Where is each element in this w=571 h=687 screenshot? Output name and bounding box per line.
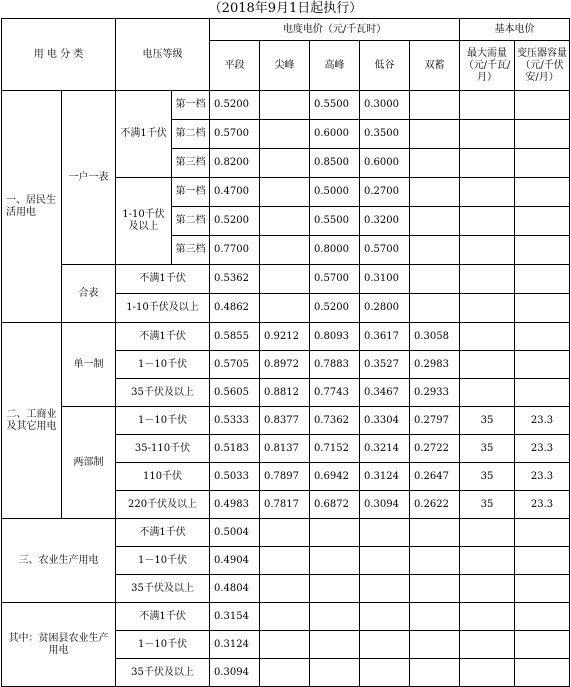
flat-cell: 0.5705: [210, 351, 260, 379]
demand-cell: 35: [460, 407, 515, 435]
peak-cell: 0.7743: [310, 379, 360, 407]
flat-cell: 0.4983: [210, 491, 260, 519]
sharp-cell: [260, 575, 310, 603]
tier-label: 第二档: [172, 207, 210, 236]
valley-cell: 0.3617: [360, 323, 410, 351]
dual-cell: 0.2622: [410, 491, 460, 519]
valley-cell: 0.3304: [360, 407, 410, 435]
peak-cell: [310, 519, 360, 547]
header-max-demand: 最大需量（元/千瓦/月）: [460, 41, 515, 91]
flat-cell: 0.5333: [210, 407, 260, 435]
tariff-table: [1, 18, 570, 687]
subcategory-two-part: 两部制: [62, 407, 116, 519]
voltage-cell: 不满1千伏: [116, 323, 210, 351]
flat-cell: 0.5183: [210, 435, 260, 463]
header-energy-price: 电度电价（元/千瓦时）: [210, 19, 460, 41]
peak-cell: 0.5000: [310, 178, 360, 207]
peak-cell: [310, 547, 360, 575]
demand-cell: [460, 631, 515, 659]
header-peak: 高峰: [310, 41, 360, 91]
dual-cell: [410, 149, 460, 178]
cap-cell: [515, 603, 570, 631]
header-dual: 双蓄: [410, 41, 460, 91]
sharp-cell: [260, 519, 310, 547]
valley-cell: 0.3124: [360, 463, 410, 491]
demand-cell: 35: [460, 435, 515, 463]
cap-cell: [515, 351, 570, 379]
flat-cell: 0.3094: [210, 659, 260, 687]
voltage-cell: 35千伏及以上: [116, 659, 210, 687]
peak-cell: 0.8500: [310, 149, 360, 178]
voltage-cell: 1－10千伏: [116, 351, 210, 379]
voltage-cell: 不满1千伏: [116, 603, 210, 631]
demand-cell: [460, 207, 515, 236]
demand-cell: [460, 294, 515, 323]
dual-cell: 0.2983: [410, 351, 460, 379]
voltage-cell: 1－10千伏: [116, 631, 210, 659]
demand-cell: [460, 575, 515, 603]
dual-cell: [410, 631, 460, 659]
voltage-cell: 35千伏及以上: [116, 379, 210, 407]
demand-cell: [460, 379, 515, 407]
header-base-price: 基本电价: [460, 19, 570, 41]
dual-cell: [410, 547, 460, 575]
peak-cell: 0.8000: [310, 236, 360, 265]
category-poor-county: 其中：贫困县农业生产用电: [2, 603, 116, 687]
demand-cell: [460, 120, 515, 149]
peak-cell: 0.6000: [310, 120, 360, 149]
table-row: [2, 265, 570, 294]
cap-cell: 23.3: [515, 435, 570, 463]
dual-cell: 0.2797: [410, 407, 460, 435]
valley-cell: 0.3214: [360, 435, 410, 463]
header-sharp: 尖峰: [260, 41, 310, 91]
valley-cell: 0.3467: [360, 379, 410, 407]
demand-cell: [460, 659, 515, 687]
valley-cell: [360, 603, 410, 631]
table-row: [2, 603, 570, 631]
demand-cell: [460, 178, 515, 207]
flat-cell: 0.3124: [210, 631, 260, 659]
subcategory-single-meter: 一户一表: [62, 91, 116, 265]
sharp-cell: [260, 631, 310, 659]
cap-cell: [515, 323, 570, 351]
flat-cell: 0.5362: [210, 265, 260, 294]
tier-label: 第三档: [172, 236, 210, 265]
flat-cell: 0.5004: [210, 519, 260, 547]
flat-cell: 0.4862: [210, 294, 260, 323]
sharp-cell: [260, 265, 310, 294]
cap-cell: [515, 519, 570, 547]
voltage-cell: 不满1千伏: [116, 265, 210, 294]
demand-cell: [460, 323, 515, 351]
sharp-cell: 0.8972: [260, 351, 310, 379]
category-commercial: 二、工商业及其它用电: [2, 323, 62, 519]
flat-cell: 0.5605: [210, 379, 260, 407]
peak-cell: 0.5700: [310, 265, 360, 294]
valley-cell: 0.6000: [360, 149, 410, 178]
dual-cell: [410, 178, 460, 207]
cap-cell: [515, 294, 570, 323]
voltage-cell: 1－10千伏: [116, 407, 210, 435]
header-voltage: 电压等级: [116, 19, 210, 91]
header-transformer: 变压器容量（元/千伏安/月）: [515, 41, 570, 91]
voltage-cell: 110千伏: [116, 463, 210, 491]
valley-cell: [360, 547, 410, 575]
demand-cell: 35: [460, 463, 515, 491]
flat-cell: 0.3154: [210, 603, 260, 631]
sharp-cell: 0.8377: [260, 407, 310, 435]
dual-cell: 0.2647: [410, 463, 460, 491]
dual-cell: [410, 120, 460, 149]
cap-cell: 23.3: [515, 407, 570, 435]
table-row: [2, 91, 570, 120]
sharp-cell: [260, 603, 310, 631]
dual-cell: 0.2722: [410, 435, 460, 463]
dual-cell: [410, 575, 460, 603]
cap-cell: [515, 178, 570, 207]
demand-cell: [460, 91, 515, 120]
valley-cell: 0.2800: [360, 294, 410, 323]
cap-cell: [515, 575, 570, 603]
sharp-cell: [260, 547, 310, 575]
flat-cell: 0.7700: [210, 236, 260, 265]
peak-cell: 0.5200: [310, 294, 360, 323]
subcategory-single-rate: 单一制: [62, 323, 116, 407]
cap-cell: [515, 379, 570, 407]
category-agriculture: 三、农业生产用电: [2, 519, 116, 603]
cap-cell: [515, 207, 570, 236]
valley-cell: 0.3100: [360, 265, 410, 294]
dual-cell: [410, 519, 460, 547]
peak-cell: 0.5500: [310, 207, 360, 236]
tier-label: 第一档: [172, 91, 210, 120]
valley-cell: 0.3200: [360, 207, 410, 236]
demand-cell: [460, 547, 515, 575]
valley-cell: 0.3000: [360, 91, 410, 120]
dual-cell: [410, 659, 460, 687]
valley-cell: [360, 659, 410, 687]
dual-cell: [410, 91, 460, 120]
sharp-cell: [260, 91, 310, 120]
sharp-cell: 0.7897: [260, 463, 310, 491]
dual-cell: [410, 207, 460, 236]
tier-label: 第一档: [172, 178, 210, 207]
flat-cell: 0.5700: [210, 120, 260, 149]
peak-cell: [310, 659, 360, 687]
sharp-cell: [260, 294, 310, 323]
header-valley: 低谷: [360, 41, 410, 91]
cap-cell: 23.3: [515, 491, 570, 519]
cap-cell: [515, 236, 570, 265]
peak-cell: 0.7362: [310, 407, 360, 435]
demand-cell: [460, 265, 515, 294]
demand-cell: [460, 603, 515, 631]
demand-cell: [460, 351, 515, 379]
dual-cell: [410, 603, 460, 631]
voltage-cell: 220千伏及以上: [116, 491, 210, 519]
cap-cell: 23.3: [515, 463, 570, 491]
peak-cell: 0.7152: [310, 435, 360, 463]
peak-cell: [310, 631, 360, 659]
subcategory-merged-meter: 合表: [62, 265, 116, 323]
valley-cell: [360, 631, 410, 659]
demand-cell: 35: [460, 491, 515, 519]
demand-cell: [460, 149, 515, 178]
sharp-cell: [260, 236, 310, 265]
voltage-cell: 1-10千伏及以上: [116, 294, 210, 323]
voltage-lt1kv: 不满1千伏: [116, 91, 172, 178]
table-row: [2, 519, 570, 547]
valley-cell: [360, 519, 410, 547]
cap-cell: [515, 265, 570, 294]
valley-cell: [360, 575, 410, 603]
sharp-cell: 0.8812: [260, 379, 310, 407]
voltage-cell: 35-110千伏: [116, 435, 210, 463]
cap-cell: [515, 91, 570, 120]
cap-cell: [515, 547, 570, 575]
flat-cell: 0.5200: [210, 91, 260, 120]
dual-cell: [410, 265, 460, 294]
voltage-cell: 不满1千伏: [116, 519, 210, 547]
demand-cell: [460, 236, 515, 265]
valley-cell: 0.3094: [360, 491, 410, 519]
demand-cell: [460, 519, 515, 547]
category-residential: 一、居民生活用电: [2, 91, 62, 323]
header-flat: 平段: [210, 41, 260, 91]
table-row: [2, 407, 570, 435]
cap-cell: [515, 149, 570, 178]
peak-cell: [310, 603, 360, 631]
cap-cell: [515, 120, 570, 149]
sharp-cell: 0.9212: [260, 323, 310, 351]
valley-cell: 0.3500: [360, 120, 410, 149]
peak-cell: [310, 575, 360, 603]
dual-cell: [410, 236, 460, 265]
sharp-cell: [260, 149, 310, 178]
sharp-cell: 0.8137: [260, 435, 310, 463]
flat-cell: 0.4904: [210, 547, 260, 575]
peak-cell: 0.5500: [310, 91, 360, 120]
voltage-cell: 1－10千伏: [116, 547, 210, 575]
peak-cell: 0.6942: [310, 463, 360, 491]
voltage-cell: 35千伏及以上: [116, 575, 210, 603]
valley-cell: 0.3527: [360, 351, 410, 379]
flat-cell: 0.4700: [210, 178, 260, 207]
header-category: 用 电 分 类: [2, 19, 116, 91]
flat-cell: 0.8200: [210, 149, 260, 178]
table-title: （2018年9月1日起执行）: [208, 1, 363, 16]
flat-cell: 0.4804: [210, 575, 260, 603]
sharp-cell: 0.7817: [260, 491, 310, 519]
flat-cell: 0.5200: [210, 207, 260, 236]
table-row: [2, 323, 570, 351]
sharp-cell: [260, 178, 310, 207]
sharp-cell: [260, 659, 310, 687]
flat-cell: 0.5855: [210, 323, 260, 351]
sharp-cell: [260, 120, 310, 149]
tier-label: 第二档: [172, 120, 210, 149]
flat-cell: 0.5033: [210, 463, 260, 491]
sharp-cell: [260, 207, 310, 236]
dual-cell: 0.3058: [410, 323, 460, 351]
valley-cell: 0.2700: [360, 178, 410, 207]
tier-label: 第三档: [172, 149, 210, 178]
peak-cell: 0.8093: [310, 323, 360, 351]
peak-cell: 0.7883: [310, 351, 360, 379]
dual-cell: 0.2933: [410, 379, 460, 407]
voltage-1-10kv: 1-10千伏及以上: [116, 178, 172, 265]
cap-cell: [515, 659, 570, 687]
dual-cell: [410, 294, 460, 323]
peak-cell: 0.6872: [310, 491, 360, 519]
cap-cell: [515, 631, 570, 659]
valley-cell: 0.5700: [360, 236, 410, 265]
